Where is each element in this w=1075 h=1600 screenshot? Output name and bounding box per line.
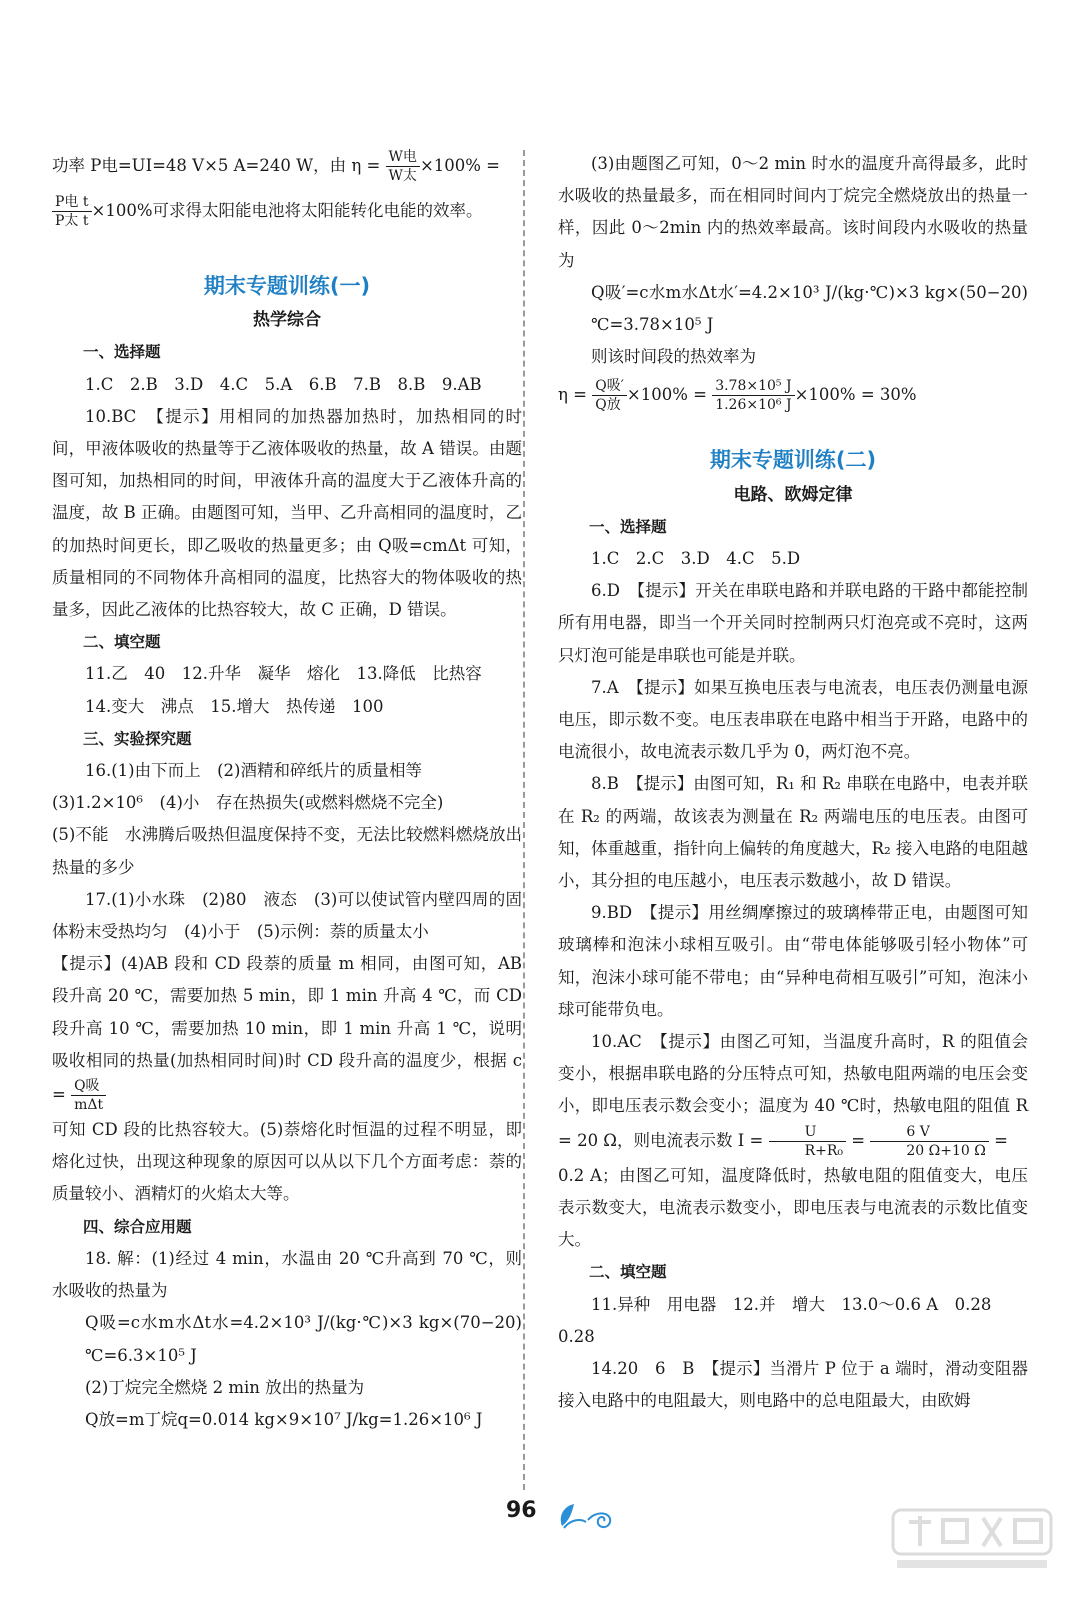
answer-14: 14.20 6 B 【提示】当滑片 P 位于 a 端时，滑动变阻器接入电路中的电阻最大，则电路中的总电阻最大，由欧姆 xyxy=(558,1358,1028,1411)
frac-denominator: 20 Ω+10 Ω xyxy=(906,1142,986,1159)
answer-10-cont: 0.2 A；由图乙可知，温度降低时，热敏电阻的阻值变大，电压表示数变大，电流表示数变小，即电压表与电流表的示数比值变大。 xyxy=(558,1165,1028,1250)
answers-fill-2: 14.变大 沸点 15.增大 热传递 100 xyxy=(85,696,384,716)
text-span: ×100% = 30% xyxy=(794,385,917,405)
heading-application: 四、综合应用题 xyxy=(83,1217,192,1236)
answer-18-3: (3)由题图乙可知，0～2 min 时水的温度升高得最多，此时水吸收的热量最多，而在相同时间内丁烷完全燃烧放出的热量一样，因此 0～2min 内的热效率最高。该时间段内水吸收的热量为 xyxy=(558,154,1028,270)
answer-17-hint-cont: 可知 CD 段的比热容较大。(5)萘熔化时恒温的过程不明显，即熔化过快，出现这种现象的原因可以从以下几个方面考虑：萘的质量较小、酒精灯的火焰太大等。 xyxy=(52,1120,522,1204)
text-span: 10.AC 【提示】由图乙可知，当温度升高时，R 的阻值会变小，根据串联电路的分压特点可知，热敏电阻两端的电压会变小，即电压表示数会变小；温度为 40 ℃时，热敏电阻的阻值 R = 20 Ω，则电流表示数 I = xyxy=(558,1032,1034,1150)
section-title: 期末专题训练(一) xyxy=(203,274,371,298)
answer-7: 7.A 【提示】如果互换电压表与电流表，电压表仍测量电源电压，即示数不变。电压表串联在电路中相当于开路，电路中的电流很小，故电流表示数几乎为 0，两灯泡不亮。 xyxy=(558,677,1028,762)
answer-6: 6.D 【提示】开关在串联电路和并联电路的干路中都能控制所有用电器，即当一个开关同时控制两只灯泡亮或不亮时，这两只灯泡可能是串联也可能是并联。 xyxy=(558,581,1028,665)
answers-fill-1: 11.异种 用电器 12.并 增大 13.0～0.6 A 0.28 xyxy=(591,1294,992,1314)
answer-8: 8.B 【提示】由图可知，R₁ 和 R₂ 串联在电路中，电表并联在 R₂ 的两端，故该表为测量在 R₂ 两端电压的电压表。由图可知，体重越重，指针向上偏转的角度越大，R₂ 接入电路的电阻越小，其分担的电压越小，电压表示数越小，故 D 错误。 xyxy=(558,774,1028,891)
text-span: η = xyxy=(558,385,587,405)
frac-denominator: Q放 xyxy=(595,397,621,414)
frac-numerator: Q吸′ xyxy=(592,377,627,396)
frac-numerator: W电 xyxy=(386,148,420,167)
right-column xyxy=(558,148,1034,1417)
frac-numerator: P电 t xyxy=(52,193,92,212)
text-span: ×100% = xyxy=(626,385,707,405)
answer-16a: 16.(1)由下而上 (2)酒精和碎纸片的质量相等 xyxy=(85,761,422,781)
answer-18b: Q吸=c水m水Δt水=4.2×10³ J/(kg·℃)×3 kg×(70−20) ℃=6.3×10⁵ J xyxy=(85,1313,528,1365)
frac-numerator: U xyxy=(769,1123,846,1142)
page-number: 96 xyxy=(506,1498,537,1523)
fraction xyxy=(71,1077,106,1114)
answers-choice: 1.C 2.B 3.D 4.C 5.A 6.B 7.B 8.B 9.AB xyxy=(85,374,482,394)
heat-absorbed-formula: Q吸′=c水m水Δt水′=4.2×10³ J/(kg·℃)×3 kg×(50−20) ℃=3.78×10⁵ J xyxy=(591,282,1034,335)
answer-17-hint xyxy=(52,948,528,1114)
answer-18a: 18. 解：(1)经过 4 min，水温由 20 ℃升高到 70 ℃，则水吸收的热量为 xyxy=(52,1248,522,1301)
leaf-ornament-icon xyxy=(552,1498,622,1532)
power-formula-line xyxy=(52,148,522,185)
heading-choice: 一、选择题 xyxy=(589,517,667,536)
answers-fill-2: 0.28 xyxy=(558,1326,595,1346)
section-subtitle: 热学综合 xyxy=(253,310,321,331)
heading-fill: 二、填空题 xyxy=(589,1263,667,1282)
section-title: 期末专题训练(二) xyxy=(709,448,877,473)
answer-17: 17.(1)小水珠 (2)80 液态 (3)可以使试管内壁四周的固体粉末受热均匀 (4)小于 (5)示例：萘的质量太小 xyxy=(52,889,522,942)
frac-denominator: R+R₀ xyxy=(804,1142,844,1159)
answer-9: 9.BD 【提示】用丝绸摩擦过的玻璃棒带正电，由题图可知玻璃棒和泡沫小球相互吸引。由“带电体能够吸引轻小物体”可知，泡沫小球可能不带电；由“异种电荷相互吸引”可知，泡沫小球可能带负电。 xyxy=(558,903,1028,1019)
frac-numerator: 6 V xyxy=(870,1123,988,1142)
section-subtitle: 电路、欧姆定律 xyxy=(733,484,853,505)
text-span: ×100%可求得太阳能电池将太阳能转化电能的效率。 xyxy=(91,201,483,220)
fraction xyxy=(712,377,794,414)
fraction xyxy=(769,1123,846,1160)
column-divider xyxy=(523,150,525,1490)
heading-choice: 一、选择题 xyxy=(83,343,161,362)
efficiency-line xyxy=(52,193,522,230)
fraction xyxy=(52,193,92,230)
frac-denominator: P太 t xyxy=(55,213,89,229)
text-span: = xyxy=(994,1130,1008,1150)
answer-16c: (5)不能 水沸腾后吸热但温度保持不变，无法比较燃料燃烧放出热量的多少 xyxy=(52,825,522,877)
fraction xyxy=(592,377,627,414)
heading-fill: 二、填空题 xyxy=(83,633,161,652)
fraction xyxy=(870,1123,988,1160)
answer-18c: (2)丁烷完全燃烧 2 min 放出的热量为 xyxy=(85,1377,365,1397)
frac-numerator: 3.78×10⁵ J xyxy=(712,377,794,396)
answers-fill-1: 11.乙 40 12.升华 凝华 熔化 13.降低 比热容 xyxy=(85,664,482,684)
text-span: 功率 P电=UI=48 V×5 A=240 W，由 η = xyxy=(52,156,381,175)
frac-denominator: W太 xyxy=(388,168,417,184)
text-span: = xyxy=(851,1130,866,1150)
heading-experiment: 三、实验探究题 xyxy=(83,729,192,748)
efficiency-intro: 则该时间段的热效率为 xyxy=(591,347,756,367)
text-span: 【提示】(4)AB 段和 CD 段萘的质量 m 相同，由图可知，AB 段升高 20 ℃，需要加热 5 min，即 1 min 升高 4 ℃，而 CD 段升高 10 ℃，需要加热 10 min，即 1 min 升高 1 ℃，说明吸收相同的热量(加热相同时间)时 CD 段升高的温度少，根据 c = xyxy=(52,954,528,1105)
answer-10 xyxy=(558,1026,1034,1160)
fraction xyxy=(386,148,420,185)
answer-16b: (3)1.2×10⁶ (4)小 存在热损失(或燃料燃烧不完全) xyxy=(52,793,444,813)
answers-choice: 1.C 2.C 3.D 4.C 5.D xyxy=(591,549,801,569)
frac-numerator: Q吸 xyxy=(71,1077,106,1096)
left-column xyxy=(52,148,528,1436)
frac-denominator: 1.26×10⁶ J xyxy=(715,397,792,414)
answer-10: 10.BC 【提示】用相同的加热器加热时，加热相同的时间，甲液体吸收的热量等于乙液体吸收的热量，故 A 错误。由题图可知，加热相同的时间，甲液体升高的温度大于乙液体升高的温度，故 B 正确。由题图可知，当甲、乙升高相同的温度时，乙的加热时间更长，即乙吸收的热量更多；由 Q吸=cmΔt 可知，质量相同的不同物体升高相同的温度，比热容大的物体吸收的热量多，因此乙液体的比热容较大，故 C 正确，D 错误。 xyxy=(52,406,522,620)
text-span: ×100% = xyxy=(419,156,501,175)
answer-18d: Q放=m丁烷q=0.014 kg×9×10⁷ J/kg=1.26×10⁶ J xyxy=(85,1409,483,1429)
efficiency-formula xyxy=(558,377,1028,414)
watermark-logo xyxy=(887,1504,1057,1584)
frac-denominator: mΔt xyxy=(74,1097,104,1114)
